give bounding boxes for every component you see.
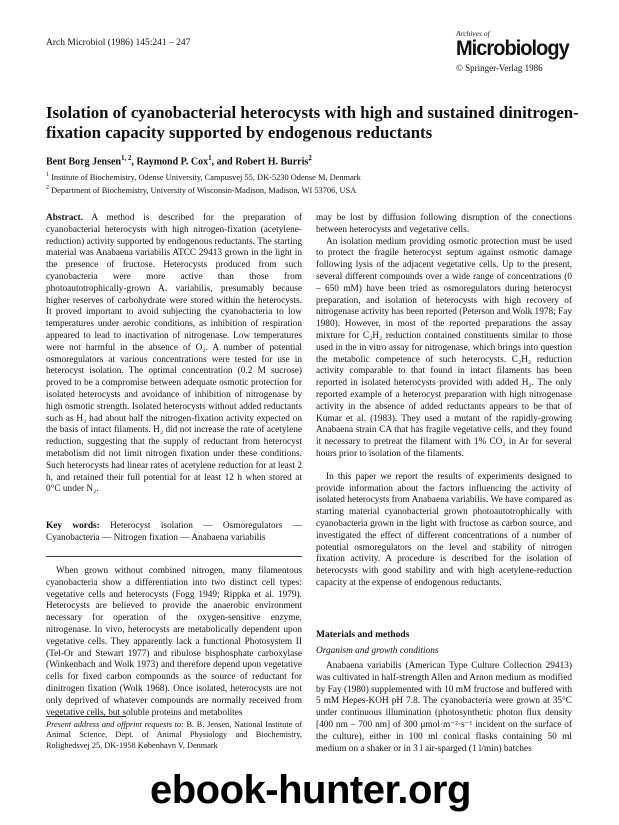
- author-list: [46, 154, 586, 167]
- journal-archives-label: Archives of: [456, 29, 490, 38]
- keywords-label: Key words:: [46, 521, 100, 531]
- footnote-label: Present address and offprint requests to:: [46, 720, 184, 729]
- footnote-divider: [46, 716, 126, 717]
- abstract: [46, 213, 302, 496]
- affiliation-text: Institute of Biochemistry, Odense University, Campusvej 55, DK-5230 Odense M, Denmark: [51, 172, 361, 182]
- abstract-label: Abstract.: [46, 213, 83, 223]
- journal-name-logo: Microbiology: [456, 37, 569, 60]
- author-affil-mark: 1: [208, 154, 212, 162]
- affiliation-mark: 1: [46, 172, 49, 178]
- body-paragraph: In this paper we report the results of experiments designed to provide information about the factors influencing the activity of isolated heterocysts from Anabaena variabilis. We have compared as starting material cyanobacterial grown photoautotrophically with cyanobacteria grown in the light with fructose as carbon source, and investigated the effect of different concentrations of a number of potential osmoregulators on the level and stability of nitrogen fixation activity. A procedure is described for the isolation of heterocysts with good stability and with high acetylene-reduction capacity at the expense of endogenous reductants.: [316, 471, 572, 588]
- author-separator: ,: [131, 156, 137, 168]
- methods-text: [316, 661, 572, 755]
- subsection-heading: Organism and growth conditions: [316, 646, 439, 656]
- journal-citation: Arch Microbiol (1986) 145:241 – 247: [46, 38, 191, 48]
- author-affil-mark: 2: [308, 154, 312, 162]
- author-separator: , and: [211, 156, 236, 168]
- keywords: [46, 521, 302, 545]
- author-name: Bent Borg Jensen: [46, 156, 121, 168]
- abstract-text: A method is described for the preparation of cyanobacterial heterocysts with high nitrogen-fixation (acetylene-reduction) activity supported by endogenous reductants. The starting material was Anabaena variabilis ATCC 29413 grown in the light in the presence of fructose. Heterocysts produced from such cyanobacteria were more active than those from photoautotrophically-grown A. variabilis, presumably because higher reserves of carbohydrate were stored within the heterocysts. It proved important to avoid subjecting the cyanobacteria to low temperatures under aerobic conditions, as inhibition of respiration appeared to lead to inactivation of nitrogenase. Low temperatures were not harmful in the absence of O₂. A number of potential osmoregulators at various concentrations were tested for use in heterocyst isolation. The optimal concentration (0.2 M sucrose) proved to be a compromise between adequate osmotic protection for isolated heterocysts and avoidance of inhibition of nitrogenase by high osmotic strength. Isolated heterocysts without added reductants such as H₂ had about half the nitrogen-fixation activity expected on the basis of intact filaments. H₂ did not increase the rate of acetylene reduction, suggesting that the supply of reductant from heterocyst metabolism did not limit nitrogen fixation under these conditions. Such heterocysts had linear rates of acetylene reduction for at least 2 h, and retained their full potential for at least 12 h when stored at 0°C under N₂.: [46, 213, 303, 495]
- section-divider: [46, 556, 302, 557]
- author-name: Raymond P. Cox: [136, 156, 209, 168]
- journal-badge: [456, 29, 571, 73]
- watermark-text: ebook-hunter.org: [150, 768, 471, 812]
- copyright-notice: © Springer-Verlag 1986: [456, 63, 543, 73]
- methods-paragraph: Anabaena variabilis (American Type Culture Collection 29413) was cultivated in half-strength Allen and Arnon medium as modified by Fay (1980) supplemented with 10 mM fructose and buffered with 5 mM Hepes-KOH pH 7.8. The cyanobacteria were grown at 35°C under continuous illumination (photosynthetic photon flux density [400 nm – 700 nm] of 300 μmol·m⁻²·s⁻¹ incident on the surface of the culture), either in 100 ml conical flasks containing 50 ml medium on a shaker or in 3 l air-sparged (1 l/min) batches: [316, 661, 572, 754]
- keywords-text: Heterocyst isolation — Osmoregulators — Cyanobacteria — Nitrogen fixation — Anabaena variabilis: [46, 521, 302, 543]
- correspondence-footnote: [46, 720, 302, 751]
- affiliation-item: [46, 183, 586, 196]
- affiliation-list: [46, 170, 586, 197]
- affiliation-text: Department of Biochemistry, University of Wisconsin-Madison, Madison, WI 53706, USA: [51, 186, 357, 196]
- author-affil-mark: 1, 2: [121, 154, 132, 162]
- body-paragraph: may be lost by diffusion following disruption of the conections between heterocysts and vegetative cells.: [316, 213, 572, 235]
- right-column-text: [316, 213, 572, 590]
- section-heading: Materials and methods: [316, 630, 410, 640]
- affiliation-mark: 2: [46, 185, 49, 192]
- affiliation-item: [46, 170, 586, 183]
- footnote-text: B. B. Jensen, National Institute of Animal Science, Dept. of Animal Physiology and Biochemistry, Rolighedsvej 25, DK-1958 København V, Denmark: [46, 720, 302, 750]
- introduction: [46, 566, 302, 719]
- body-paragraph: An isolation medium providing osmotic protection must be used to protect the fragile heterocyst septum against osmotic damage following lysis of the adjacent vegetative cells. Up to the present, several different compounds over a wide range of concentrations (0 – 650 mM) have been tried as osmoregulators during heterocyst preparation, and isolation of heterocysts with high recovery of nitrogenase activity has been reported (Peterson and Wolk 1978; Fay 1980). However, in most of the reported preparations the assay mixture for C₂H₂ reduction contained constituents similar to those used in the in vitro assay for nitrogenase, which brings into question the metabolic competence of such heterocysts. C₂H₂ reduction activity comparable to that found in intact filaments has been reported in isolated heterocysts provided with added H₂. The only reported example of a heterocyst preparation with high nitrogenase activity in the absence of added reductants appears to be that of Kumar et al. (1983). They used a mutant of the rapidly-growing Anabaena strain CA that has fragile vegetative cells, and they found it necessary to pretreat the filament with 1% CO₂ in Ar for several hours prior to isolation of the filaments.: [316, 236, 572, 459]
- article-title: Isolation of cyanobacterial heterocysts with high and sustained dinitrogen-fixation capacity supported by endogenous reductants: [46, 103, 579, 142]
- intro-paragraph: When grown without combined nitrogen, many filamentous cyanobacteria show a differentiation into two distinct cell types: vegetative cells and heterocysts (Fogg 1949; Rippka et al. 1979). Heterocysts are believed to provide the anaerobic environment necessary for operation of the oxygen-sensitive enzyme, nitrogenase. In vivo, heterocysts are metabolically dependent upon vegetative cells. They apparently lack a functional Photosystem II (Tel-Or and Stewart 1977) and ribulose bisphosphate carboxylase (Winkenbach and Wolk 1973) and therefore depend upon vegetative cells for fixed carbon compounds as the source of reductant for dinitrogen fixation (Wolk 1968). Once isolated, heterocysts are not only deprived of whatever compounds are normally received from vegetative cells, but soluble proteins and metabolites: [46, 566, 302, 718]
- author-name: Robert H. Burris: [235, 156, 309, 168]
